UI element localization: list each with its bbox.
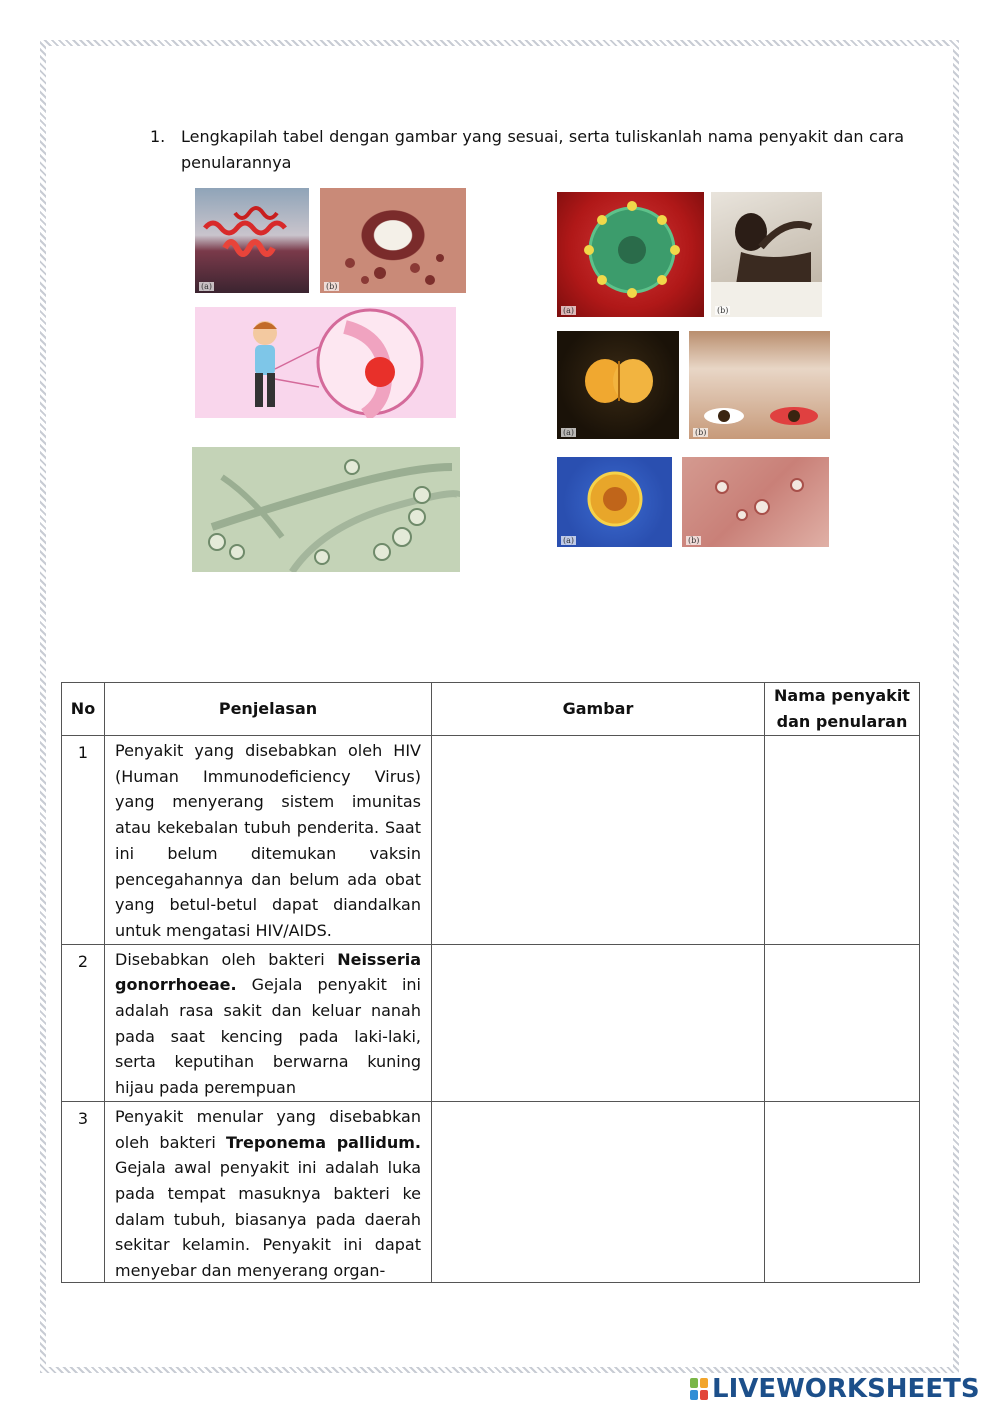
- header-no: No: [62, 683, 105, 736]
- image-syphilis-lips[interactable]: [320, 188, 466, 293]
- row-number: 2: [62, 944, 105, 1101]
- image-hiv-virus[interactable]: [557, 192, 704, 317]
- header-gambar: Gambar: [432, 683, 765, 736]
- image-herpes-virus[interactable]: [557, 457, 672, 547]
- row-number: 1: [62, 736, 105, 945]
- header-penjelasan: Penjelasan: [105, 683, 432, 736]
- answer-cell[interactable]: [765, 944, 920, 1101]
- liveworksheets-logo: [690, 1374, 980, 1404]
- row-number: 3: [62, 1101, 105, 1282]
- instruction-number: 1.: [150, 127, 166, 146]
- row-description: Penyakit yang disebabkan oleh HIV (Human Immunodeficiency Virus) yang menyerang sistem imunitas atau kekebalan tubuh penderita. Saat ini belum ditemukan vaksin pencegahannya dan belum ada obat yang betul-betul dapat diandalkan untuk mengatasi HIV/AIDS.: [105, 736, 432, 945]
- answer-cell[interactable]: [765, 1101, 920, 1282]
- liveworksheets-logo-icon: [690, 1378, 708, 1400]
- image-label: (a): [563, 428, 575, 437]
- image-label: (a): [563, 306, 575, 315]
- answer-cell[interactable]: [765, 736, 920, 945]
- header-nama-penyakit: Nama penyakit dan penularan: [765, 683, 920, 736]
- image-herpes-lesions[interactable]: [682, 457, 829, 547]
- instruction-text: Lengkapilah tabel dengan gambar yang sesuai, serta tuliskanlah nama penyakit dan cara penularannya: [181, 127, 904, 172]
- image-label: (a): [563, 536, 575, 545]
- image-label: (b): [326, 282, 338, 291]
- row-description: Disebabkan oleh bakteri Neisseria gonorrhoeae. Gejala penyakit ini adalah rasa sakit dan keluar nanah pada saat kencing pada laki-laki, serta keputihan berwarna kuning hijau pada perempuan: [105, 944, 432, 1101]
- image-neisseria-bacteria[interactable]: [557, 331, 679, 439]
- table-header-row: [62, 683, 920, 736]
- image-treponema-bacteria[interactable]: [195, 188, 309, 293]
- image-aids-patient[interactable]: [711, 192, 822, 317]
- image-drop-zone[interactable]: [432, 944, 765, 1101]
- image-label: (b): [717, 306, 729, 315]
- image-candida-microscope[interactable]: [192, 447, 460, 572]
- row-description: Penyakit menular yang disebabkan oleh bakteri Treponema pallidum. Gejala awal penyakit ini adalah luka pada tempat masuknya bakteri ke dalam tubuh, biasanya pada daerah sekitar kelamin. Penyakit ini dapat menyebar dan menyerang organ-: [105, 1101, 432, 1282]
- image-eye-infection[interactable]: [689, 331, 830, 439]
- table-row: [62, 736, 920, 945]
- image-drop-zone[interactable]: [432, 1101, 765, 1282]
- disease-table: [61, 682, 920, 1283]
- table-row: [62, 1101, 920, 1282]
- image-drop-zone[interactable]: [432, 736, 765, 945]
- image-label: (b): [695, 428, 707, 437]
- table-row: [62, 944, 920, 1101]
- instruction: [150, 124, 904, 176]
- brand-name: LIVEWORKSHEETS: [712, 1374, 980, 1404]
- image-label: (b): [688, 536, 700, 545]
- image-label: (a): [201, 282, 213, 291]
- image-painful-urination-illustration[interactable]: [195, 307, 456, 418]
